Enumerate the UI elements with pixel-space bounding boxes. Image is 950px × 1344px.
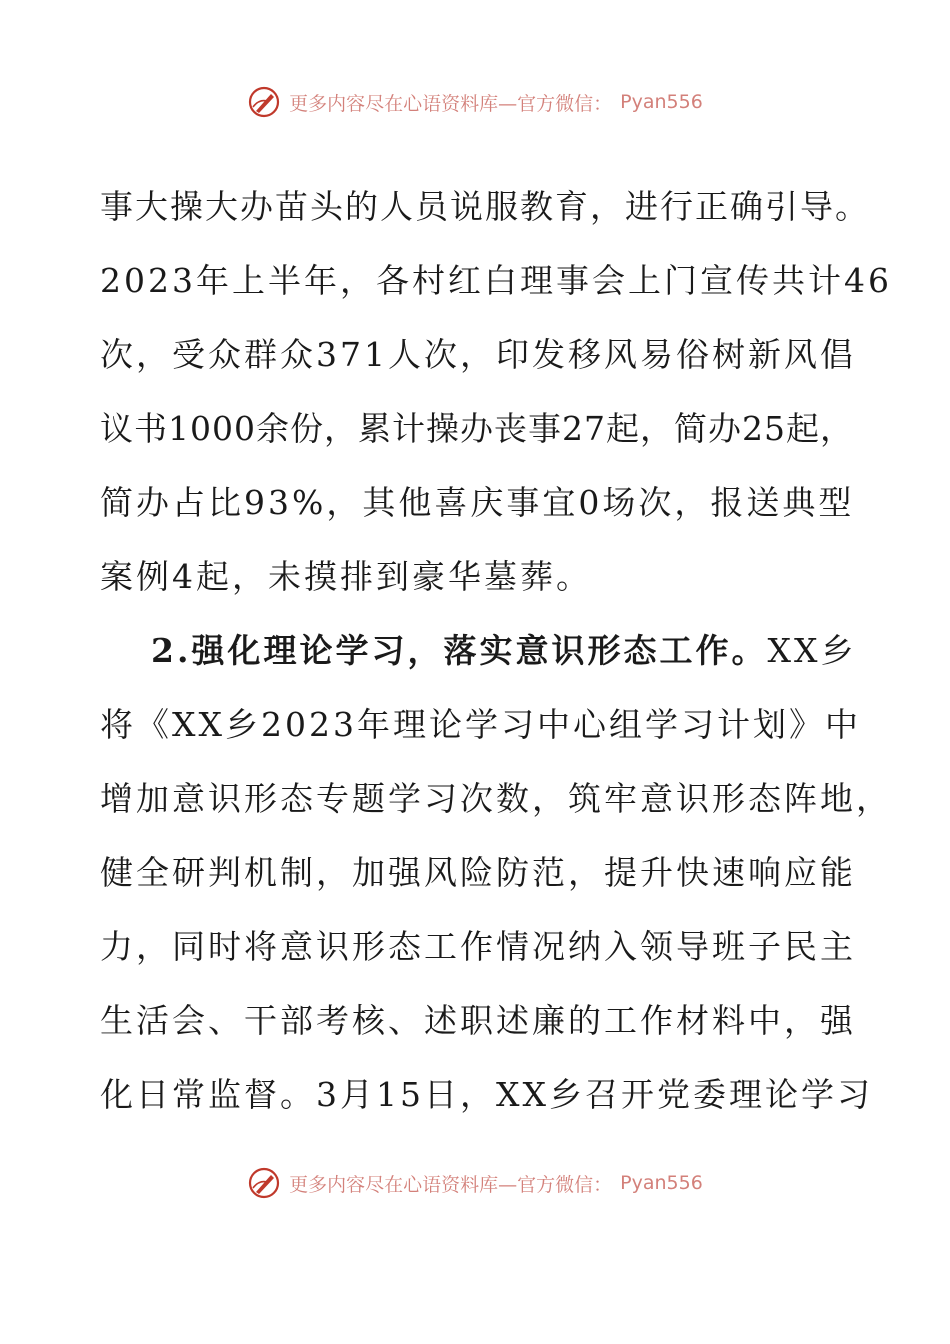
footer-watermark <box>0 1163 950 1203</box>
text-line: 健全研判机制，加强风险防范，提升快速响应能 <box>100 853 856 892</box>
text-line: 事大操大办苗头的人员说服教育，进行正确引导。 <box>100 187 870 226</box>
watermark-wechat-id: Pyan556 <box>620 1172 703 1194</box>
pen-logo-icon <box>247 85 281 119</box>
watermark-text: 更多内容尽在心语资料库—官方微信： <box>289 1173 613 1196</box>
text-line: 力，同时将意识形态工作情况纳入领导班子民主 <box>100 927 856 966</box>
text-line: 将《XX乡2023年理论学习中心组学习计划》中 <box>100 705 861 744</box>
watermark-text: 更多内容尽在心语资料库—官方微信： <box>289 92 613 115</box>
text-line: 生活会、干部考核、述职述廉的工作材料中，强 <box>100 1001 856 1040</box>
text-line: XX乡 <box>767 631 857 670</box>
section-heading-line <box>100 614 855 688</box>
text-line: 化日常监督。3月15日，XX乡召开党委理论学习 <box>100 1075 873 1114</box>
header-watermark <box>0 82 950 122</box>
text-line: 次，受众群众371人次，印发移风易俗树新风倡 <box>100 335 856 374</box>
watermark-wechat-id: Pyan556 <box>620 91 703 113</box>
text-line: 案例4起，未摸排到豪华墓葬。 <box>100 557 592 596</box>
text-line: 增加意识形态专题学习次数，筑牢意识形态阵地， <box>100 779 892 818</box>
text-line: 2023年上半年，各村红白理事会上门宣传共计46 <box>100 261 892 300</box>
pen-logo-icon <box>247 1166 281 1200</box>
document-body <box>100 170 892 1132</box>
text-line: 简办占比93%，其他喜庆事宜0场次，报送典型 <box>100 483 855 522</box>
text-line: 议书1000余份，累计操办丧事27起，简办25起， <box>100 409 854 448</box>
section-heading: 2.强化理论学习，落实意识形态工作。 <box>151 631 768 670</box>
